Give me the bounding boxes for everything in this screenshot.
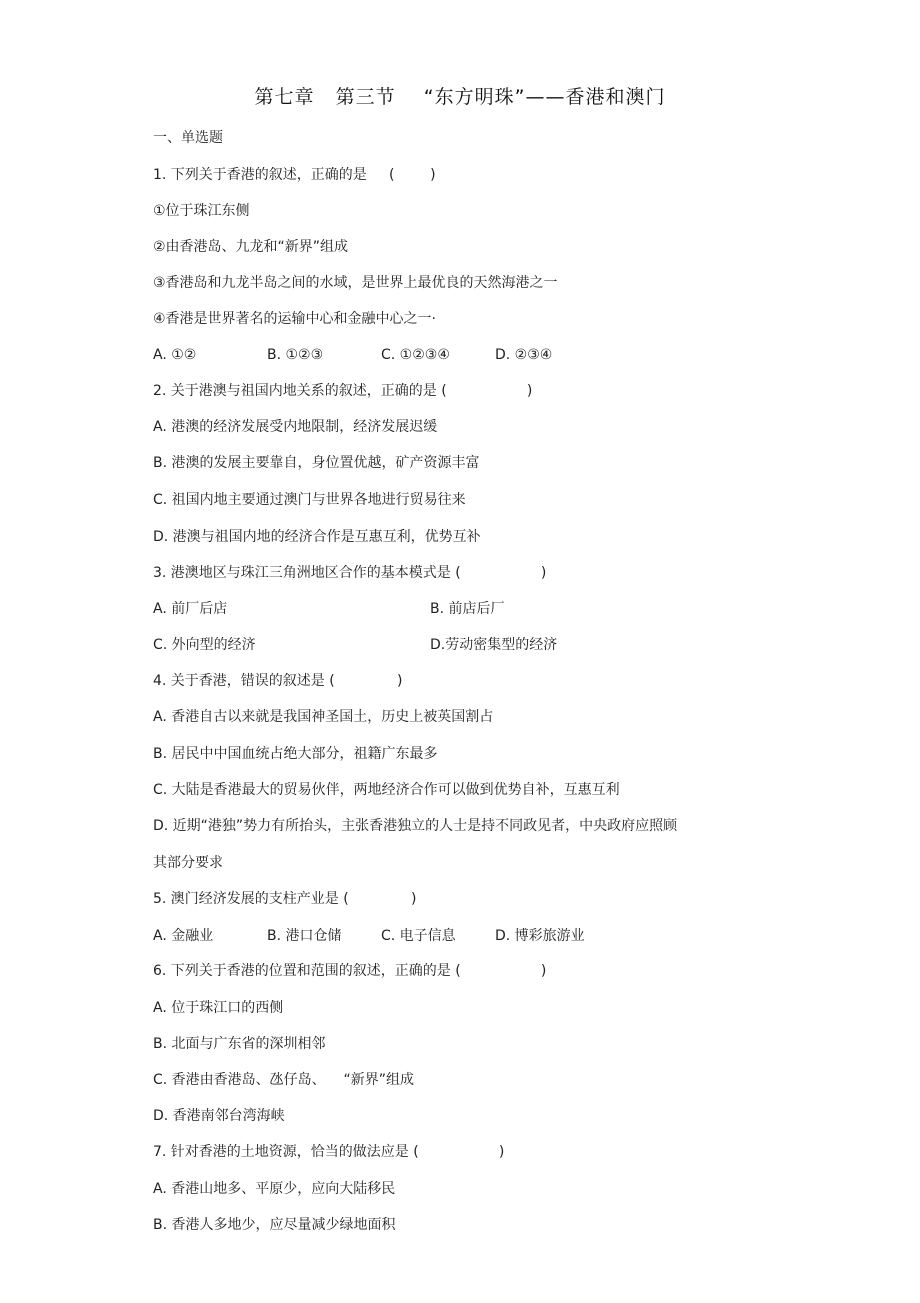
question-1-statement-3: ③香港岛和九龙半岛之间的水域，是世界上最优良的天然海港之一 [153,275,558,291]
question-2-option-a: A. 港澳的经济发展受内地限制，经济发展迟缓 [153,419,438,435]
question-3-option-c: C. 外向型的经济 [153,637,256,653]
question-2-option-b: B. 港澳的发展主要靠自，身位置优越，矿产资源丰富 [153,455,480,471]
question-1-stem: 1. 下列关于香港的叙述，正确的是 ( ) [153,167,436,183]
question-5-option-b: B. 港口仓储 [267,928,342,944]
question-1-option-b: B. ①②③ [267,347,324,363]
question-4-option-d-line-1: D. 近期“港独”势力有所抬头，主张香港独立的人士是持不同政见者，中央政府应照顾 [153,818,678,834]
question-1-statement-2: ②由香港岛、九龙和“新界”组成 [153,239,349,255]
question-7-option-b: B. 香港人多地少，应尽量减少绿地面积 [153,1217,396,1233]
question-6-option-d: D. 香港南邻台湾海峡 [153,1108,285,1124]
question-2-option-c: C. 祖国内地主要通过澳门与世界各地进行贸易往来 [153,492,466,508]
question-7-stem: 7. 针对香港的土地资源，恰当的做法应是 ( ) [153,1144,505,1160]
question-4-option-a: A. 香港自古以来就是我国神圣国土，历史上被英国割占 [153,709,494,725]
question-6-option-a: A. 位于珠江口的西侧 [153,1000,284,1016]
question-6-option-c: C. 香港由香港岛、氹仔岛、 “新界”组成 [153,1072,414,1088]
question-1-statement-4: ④香港是世界著名的运输中心和金融中心之一· [153,311,436,327]
question-2-option-d: D. 港澳与祖国内地的经济合作是互惠互利，优势互补 [153,529,481,545]
question-5-option-c: C. 电子信息 [381,928,456,944]
question-7-option-a: A. 香港山地多、平原少，应向大陆移民 [153,1181,396,1197]
question-5-option-a: A. 金融业 [153,928,214,944]
question-3-option-b: B. 前店后厂 [430,601,505,617]
question-4-option-b: B. 居民中中国血统占绝大部分，祖籍广东最多 [153,746,438,762]
question-3-stem: 3. 港澳地区与珠江三角洲地区合作的基本模式是 ( ) [153,565,547,581]
question-4-stem: 4. 关于香港，错误的叙述是 ( ) [153,673,403,689]
question-5-option-d: D. 博彩旅游业 [495,928,585,944]
question-3-option-a: A. 前厂后店 [153,601,228,617]
page-title: 第七章 第三节 “东方明珠”——香港和澳门 [254,86,666,108]
question-6-option-b: B. 北面与广东省的深圳相邻 [153,1036,326,1052]
question-3-option-d: D.劳动密集型的经济 [430,637,558,653]
question-1-option-a: A. ①② [153,347,197,363]
section-heading: 一、单选题 [153,130,223,146]
question-5-stem: 5. 澳门经济发展的支柱产业是 ( ) [153,891,417,907]
question-2-stem: 2. 关于港澳与祖国内地关系的叙述，正确的是 ( ) [153,383,533,399]
question-1-option-d: D. ②③④ [495,347,553,363]
question-6-stem: 6. 下列关于香港的位置和范围的叙述，正确的是 ( ) [153,963,547,979]
question-4-option-c: C. 大陆是香港最大的贸易伙伴，两地经济合作可以做到优势自补，互惠互利 [153,782,620,798]
question-4-option-d-line-2: 其部分要求 [153,855,223,871]
question-1-statement-1: ①位于珠江东侧 [153,203,250,219]
question-1-option-c: C. ①②③④ [381,347,450,363]
